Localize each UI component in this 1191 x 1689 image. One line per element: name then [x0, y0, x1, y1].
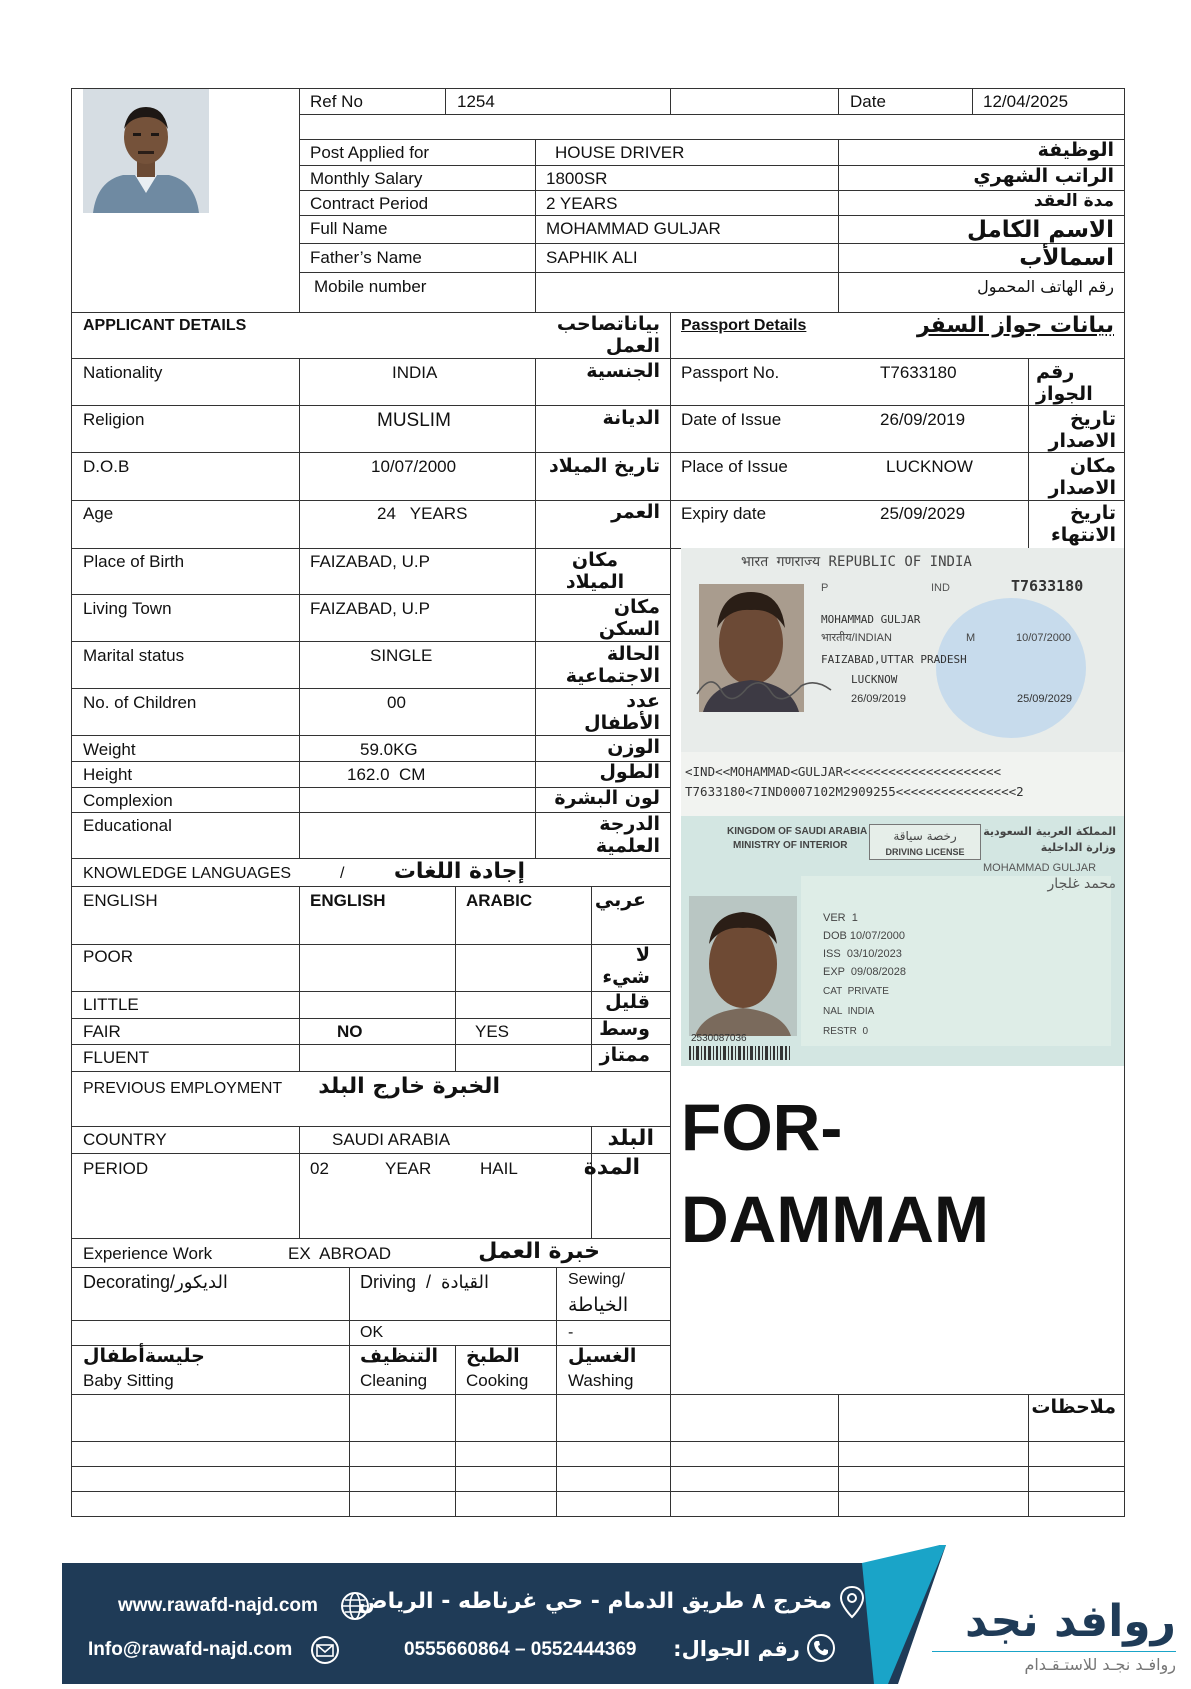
- passport-scan-number: T7633180: [1011, 577, 1084, 595]
- passport-details-title: Passport Details: [681, 317, 807, 334]
- town-label: Living Town: [83, 599, 172, 618]
- religion-value: MUSLIM: [377, 410, 451, 431]
- lang-col-english-label: ENGLISH: [83, 891, 158, 910]
- height-label: Height: [83, 765, 133, 784]
- salary-value: 1800SR: [546, 169, 608, 188]
- experience-title-ar: خبرة العمل: [478, 1239, 600, 1264]
- education-label-ar: الدرجة العلمية: [595, 813, 660, 857]
- passport-scan-sex: M: [966, 632, 976, 644]
- nationality-label-ar: الجنسية: [586, 360, 660, 382]
- passport-no-value: T7633180: [880, 363, 957, 382]
- father-label: Father’s Name: [310, 248, 422, 267]
- name-label: Full Name: [310, 219, 388, 238]
- lang-row-fluent-label: FLUENT: [83, 1048, 150, 1067]
- contract-value: 2 YEARS: [546, 194, 618, 213]
- footer-phones: 0555660864 – 0552444369: [404, 1639, 637, 1660]
- passport-scan-image: [681, 548, 1124, 816]
- ref-value: 1254: [457, 92, 495, 111]
- period-unit: YEAR: [385, 1159, 432, 1178]
- passport-scan-type: P: [821, 582, 829, 594]
- passport-scan-birthplace: FAIZABAD,UTTAR PRADESH: [821, 653, 967, 666]
- lang-row-fair-english: NO: [337, 1022, 363, 1041]
- cooking-skill: Cooking: [466, 1371, 529, 1390]
- license-title-box: [869, 824, 981, 860]
- license-kingdom: KINGDOM OF SAUDI ARABIA: [727, 826, 868, 837]
- cleaning-skill: Cleaning: [360, 1371, 428, 1390]
- children-value: 00: [387, 693, 406, 712]
- license-kingdom-ar: المملكة العربية السعودية: [983, 825, 1116, 838]
- footer-website[interactable]: www.rawafd-najd.com: [118, 1595, 318, 1616]
- issue-date-value: 26/09/2019: [880, 410, 966, 429]
- expiry-value: 25/09/2029: [880, 504, 966, 523]
- dob-value: 10/07/2000: [371, 457, 457, 476]
- driving-license-image: [681, 816, 1124, 1066]
- period-label-ar: المدة: [583, 1155, 640, 1180]
- date-value: 12/04/2025: [983, 92, 1069, 111]
- country-value: SAUDI ARABIA: [332, 1130, 451, 1149]
- height-label-ar: الطول: [599, 761, 660, 783]
- baby-sitting-skill: Baby Sitting: [83, 1371, 174, 1390]
- weight-label: Weight: [83, 740, 136, 759]
- phone-icon: [806, 1633, 836, 1663]
- country-label-ar: البلد: [607, 1126, 654, 1151]
- license-title-ar: رخصة سياقة: [893, 829, 957, 843]
- for-label: FOR-: [681, 1090, 843, 1164]
- post-label: Post Applied for: [310, 143, 430, 162]
- religion-label: Religion: [83, 410, 145, 429]
- marital-label: Marital status: [83, 646, 185, 665]
- license-exp: EXP 09/08/2028: [823, 966, 906, 978]
- lang-row-fair-arabic: YES: [475, 1022, 510, 1041]
- experience-abroad: EX ABROAD: [288, 1244, 391, 1263]
- age-label-ar: العمر: [611, 501, 660, 523]
- marital-label-ar: الحالة الاجتماعية: [565, 643, 660, 687]
- license-cat: CAT PRIVATE: [823, 986, 889, 997]
- religion-label-ar: الديانة: [602, 407, 660, 429]
- passport-mrz-line1: <IND<<MOHAMMAD<GULJAR<<<<<<<<<<<<<<<<<<<<<: [685, 764, 1002, 779]
- employment-title-ar: الخبرة خارج البلد: [318, 1074, 500, 1099]
- license-number: 2530087036: [691, 1033, 747, 1044]
- weight-label-ar: الوزن: [607, 736, 660, 758]
- sewing-value: -: [568, 1324, 574, 1341]
- mail-icon: [310, 1635, 340, 1665]
- children-label-ar: عدد الأطفال: [584, 690, 660, 734]
- salary-label-ar: الراتب الشهري: [973, 165, 1114, 187]
- license-restr: RESTR 0: [823, 1026, 869, 1037]
- decorating-skill: Decorating/الديكور: [83, 1272, 228, 1292]
- lang-col-english: ENGLISH: [310, 891, 386, 910]
- passport-scan-name: MOHAMMAD GULJAR: [821, 613, 921, 626]
- lang-row-fair-label: FAIR: [83, 1022, 121, 1041]
- mobile-label: Mobile number: [314, 277, 427, 296]
- footer-email[interactable]: Info@rawafd-najd.com: [88, 1639, 293, 1660]
- issue-place-label-ar: مكان الاصدار: [1048, 455, 1116, 499]
- passport-scan-issue-place: LUCKNOW: [851, 673, 898, 686]
- contract-label-ar: مدة العقد: [1033, 191, 1114, 211]
- passport-mrz-line2: T7633180<7IND0007102M2909255<<<<<<<<<<<<<<<<2: [685, 784, 1024, 799]
- pob-label-ar: مكان الميلاد: [565, 549, 625, 593]
- nationality-label: Nationality: [83, 363, 163, 382]
- father-label-ar: اسمالأب: [1019, 245, 1114, 271]
- children-label: No. of Children: [83, 693, 197, 712]
- town-label-ar: مكان السكن: [598, 596, 660, 640]
- dob-label: D.O.B: [83, 457, 130, 476]
- license-name-ar: محمد غلجار: [1047, 876, 1116, 892]
- license-ministry: MINISTRY OF INTERIOR: [733, 840, 848, 851]
- country-label: COUNTRY: [83, 1130, 167, 1149]
- dob-label-ar: تاريخ الميلاد: [549, 455, 660, 477]
- passport-scan-code: IND: [931, 582, 950, 594]
- cooking-ar: الطبخ: [466, 1345, 520, 1367]
- lang-row-poor-label: POOR: [83, 947, 134, 966]
- age-label: Age: [83, 504, 114, 523]
- passport-no-label-ar: رقم الجواز: [1036, 361, 1093, 405]
- lang-row-little-label: LITTLE: [83, 995, 139, 1014]
- license-title: DRIVING LICENSE: [885, 847, 965, 857]
- lang-row-little-ar: قليل: [605, 991, 650, 1013]
- driving-skill: Driving / القيادة: [360, 1272, 489, 1292]
- lang-row-fluent-ar: ممتاز: [599, 1044, 650, 1066]
- period-city: HAIL: [480, 1159, 518, 1178]
- languages-title: KNOWLEDGE LANGUAGES: [83, 865, 292, 882]
- lang-col-arabic: ARABIC: [466, 891, 533, 910]
- passport-no-label: Passport No.: [681, 363, 780, 382]
- lang-col-arabic-ar: عربي: [594, 889, 646, 911]
- ref-label: Ref No: [310, 92, 363, 111]
- passport-scan-issue-date: 26/09/2019: [851, 693, 907, 705]
- height-value: 162.0 CM: [347, 765, 426, 784]
- father-value: SAPHIK ALI: [546, 248, 638, 267]
- passport-scan-nationality: भारतीय/INDIAN: [821, 632, 892, 644]
- sewing-skill-ar: الخياطة: [568, 1294, 629, 1316]
- license-name: MOHAMMAD GULJAR: [983, 862, 1097, 874]
- notes-label-ar: ملاحظات: [1031, 1396, 1116, 1418]
- town-value: FAIZABAD, U.P: [310, 599, 430, 618]
- languages-slash: /: [340, 865, 345, 882]
- footer-banner: [62, 1545, 1191, 1684]
- issue-place-value: LUCKNOW: [886, 457, 973, 476]
- baby-sitting-ar: جليسةأطفال: [83, 1345, 205, 1367]
- expiry-label: Expiry date: [681, 504, 767, 523]
- sewing-skill: Sewing/: [568, 1271, 625, 1288]
- complexion-label-ar: لون البشرة: [554, 787, 660, 809]
- nationality-value: INDIA: [392, 363, 438, 382]
- name-label-ar: الاسم الكامل: [967, 217, 1114, 243]
- license-iss: ISS 03/10/2023: [823, 948, 902, 960]
- applicant-photo: [83, 89, 209, 213]
- name-value: MOHAMMAD GULJAR: [546, 219, 721, 238]
- languages-title-ar: إجادة اللغات: [393, 859, 525, 884]
- passport-scan-header: भारत गणराज्य REPUBLIC OF INDIA: [741, 554, 972, 570]
- footer-phone-label-ar: رقم الجوال:: [673, 1637, 800, 1661]
- pob-label: Place of Birth: [83, 552, 185, 571]
- applicant-details-title-ar: بياناتصاحب العمل: [556, 313, 660, 357]
- cleaning-ar: التنظيف: [360, 1345, 439, 1367]
- issue-date-label: Date of Issue: [681, 410, 782, 429]
- mobile-label-ar: رقم الهاتف المحمول: [977, 277, 1114, 296]
- marital-value: SINGLE: [370, 646, 433, 665]
- issue-place-label: Place of Issue: [681, 457, 788, 476]
- salary-label: Monthly Salary: [310, 169, 423, 188]
- applicant-details-title: APPLICANT DETAILS: [83, 317, 247, 334]
- post-label-ar: الوظيفة: [1037, 139, 1114, 161]
- date-label: Date: [850, 92, 886, 111]
- washing-skill: Washing: [568, 1371, 634, 1390]
- lang-row-fair-ar: وسط: [599, 1018, 650, 1040]
- post-value: HOUSE DRIVER: [555, 143, 685, 162]
- license-dob: DOB 10/07/2000: [823, 930, 905, 942]
- period-label: PERIOD: [83, 1159, 149, 1178]
- location-pin-icon: [838, 1585, 866, 1619]
- license-ver: VER 1: [823, 912, 858, 924]
- logo-wordmark-ar: روافد نجد: [965, 1596, 1176, 1647]
- contract-label: Contract Period: [310, 194, 429, 213]
- lang-row-poor-ar: لا شيء: [602, 944, 650, 988]
- passport-scan-signature: [691, 666, 841, 706]
- passport-details-title-ar: بيانات جواز السفر: [916, 313, 1114, 338]
- passport-scan-expiry: 25/09/2029: [1017, 693, 1073, 705]
- period-value: 02: [310, 1159, 329, 1178]
- destination-city: DAMMAM: [681, 1182, 989, 1256]
- employment-title: PREVIOUS EMPLOYMENT: [83, 1080, 283, 1097]
- driving-value: OK: [360, 1324, 384, 1341]
- pob-value: FAIZABAD, U.P: [310, 552, 430, 571]
- complexion-label: Complexion: [83, 791, 173, 810]
- weight-value: 59.0KG: [360, 740, 418, 759]
- expiry-label-ar: تاريخ الانتهاء: [1051, 502, 1116, 546]
- issue-date-label-ar: تاريخ الاصدار: [1048, 408, 1116, 452]
- experience-title: Experience Work: [83, 1244, 213, 1263]
- license-ministry-ar: وزارة الداخلية: [1040, 841, 1116, 854]
- logo-tagline-ar: روافـد نجـد للاستـقـدام: [1024, 1655, 1176, 1674]
- footer-address-ar: مخرج ٨ طريق الدمام - حي غرناطه - الرياض: [357, 1589, 832, 1614]
- age-value: 24 YEARS: [377, 504, 468, 523]
- education-label: Educational: [83, 816, 172, 835]
- washing-ar: الغسيل: [568, 1345, 637, 1367]
- passport-scan-dob: 10/07/2000: [1016, 632, 1072, 644]
- company-logo: [930, 1597, 1188, 1683]
- license-nat: NAL INDIA: [823, 1006, 875, 1017]
